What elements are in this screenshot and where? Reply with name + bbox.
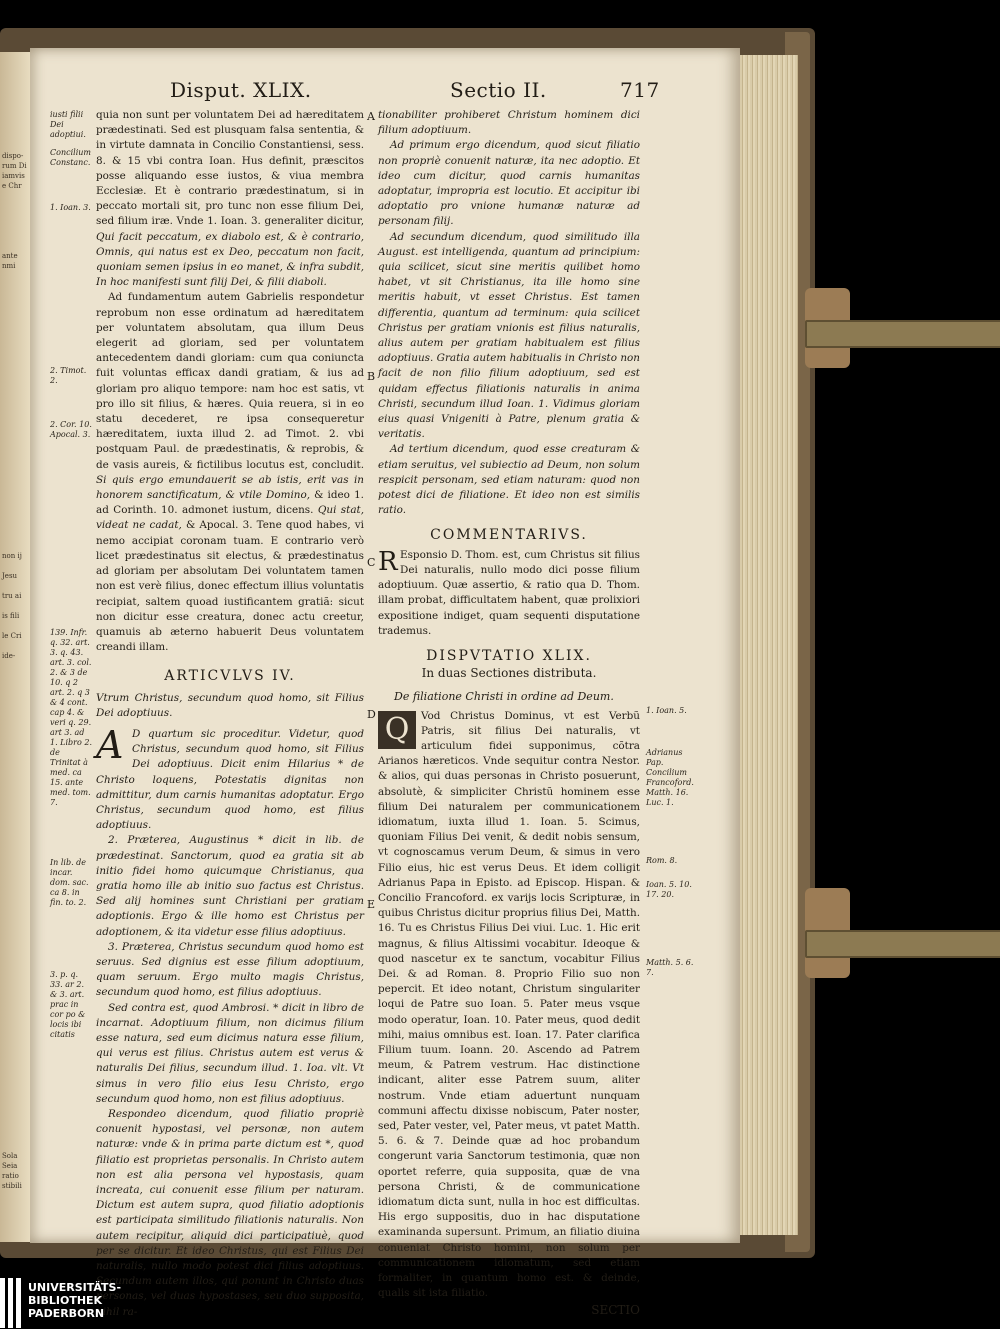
section-letter: C [367,556,376,569]
paragraph: & Apocal. 3. Tene quod habes, vi nemo accipiat coronam tuam. E contrario verò licet prædestinatus sit electus, & prædestinatus ad gloriam per absolutam Dei voluntatem tamen non est verè filius, donec effectum illius voluntatis recipiat, saltem quoad iustificantem gratiã: sicut non dicitur esse creatura, donec actu creetur, quamuis ab æterno habuerit Deus voluntatem creandi illam. [96,519,364,654]
article-question: Vtrum Christus, secundum quod homo, sit Filius Dei adoptiuus. [96,691,364,719]
paragraph: D quartum sic proceditur. Videtur, quod Christus, secundum quod homo, sit Filius Dei adoptiuus. Dicit enim Hilarius * de Christo loquens, Potestatis dignitas non admittitur, dum carnis humanitas adoptatur. Ergo Christus, secundum quod homo, est filius adoptiuus. [96,727,364,832]
paragraph: 2. Præterea, Augustinus * dicit in lib. de prædestinat. Sanctorum, quod ea gratia sit ab initio fidei homo quicumque Christianus, qua gratia homo ille ab initio suo factus est Christus. Sed alij homines sunt Christiani per gratiam adoptionis. Ergo & ille homo est Christus per adoptionem, & ita videtur esse filius adoptiuus. [96,834,364,938]
right-text-column [378,108,640,1319]
clasp-bottom [805,930,1000,958]
left-fragment: stibili [2,1182,22,1190]
margin-note: 3. p. q. 33. ar 2. & 3. art. prac in cor po & locis ibi citatis [50,970,86,1039]
margin-note: Concilium Constanc. [50,148,91,167]
left-fragment: nmi [2,262,16,270]
article-title: ARTICVLVS IV. [164,668,296,685]
disputatio-title: DISPVTATIO XLIX. [426,647,592,664]
section-title: De filiatione Christi in ordine ad Deum. [394,690,614,704]
paragraph: Ad primum ergo dicendum, quod sicut filiatio non propriè conuenit naturæ, ita nec adoptio. Et ideo cum dicitur, quod carnis humanitas adoptatur, impropria est locutio. Et accipitur ibi adoptatio pro vnione humanæ naturæ ad personam filij. [378,139,640,228]
section-letter: D [367,708,376,721]
margin-note: 1. Ioan. 5. [646,706,687,715]
page-number: 717 [620,78,660,102]
left-fragment: ratio [2,1172,19,1180]
running-head-left: Disput. XLIX. [170,78,312,102]
logo-line: UNIVERSITÄTS- [28,1281,122,1294]
paragraph: Ad tertium dicendum, quod esse creaturam & etiam seruitus, vel subiectio ad Deum, non solum respicit personam, sed etiam naturam: quod non potest dici de filiatione. Et ideo non est similis ratio. [378,443,640,517]
running-head-center: Sectio II. [450,78,547,102]
ornate-initial: Q [378,711,416,749]
paragraph: & ideo 1. ad Corinth. 10. admonet iustum, dicens. [96,489,364,517]
left-fragment: non ij [2,552,22,560]
section-letter: B [367,370,376,383]
left-fragment: rum Di [2,162,27,170]
library-logo-icon [0,1278,22,1328]
scripture-quote: Qui facit peccatum, ex diabolo est, & è contrario, Omnis, qui natus est ex Deo, peccatum non facit, quoniam semen ipsius in eo manet, & infra subdit, In hoc manifesti sunt filij Dei, & filii diaboli. [96,230,364,289]
left-fragment: Seia [2,1162,18,1170]
margin-note: 2. Timot. 2. [50,366,87,385]
paragraph: Vod Christus Dominus, vt est Verbũ Patris, sit filius Dei naturalis, vt articulum fidei supponimus, cõtra Arianos hæreticos. Vnde sequitur contra Nestor. & alios, qui duas personas in Christo posuerunt, absolutè, & simpliciter Christũ hominem esse filium Dei naturalem per communicationem idiomatum, iuxta illud 1. Ioan. 5. Scimus, quoniam Filius Dei venit, & dedit nobis sensum, vt cognoscamus verum Deum, & simus in vero Filio eius, hic est verus Deus. Et idem colligit Adrianus Papa in Episto. ad Episcop. Hispan. & Concilio Francoford. ex varijs locis Scripturæ, in quibus Christus dicitur proprius filius Dei, Matth. 16. Tu es Christus Filius Dei viui. Luc. 1. Hic erit magnus, & filius Altissimi vocabitur. Ideoque & quod nascetur ex te sanctum, vocabitur Filius Dei. & ad Roman. 8. Proprio Filio suo non pepercit. Et ideo notant, Christum singulariter loqui de Patre suo Ioan. 5. Pater meus vsque modo operatur, Ioan. 10. Pater meus, quod dedit mihi, maius omnibus est. Ioan. 17. Pater clarifica Filium tuum. Ioann. 20. Ascendo ad Patrem meum, & Patrem vestrum. Hac distinctione indicant, aliter esse Patrem suum, aliter nostrum. Vnde etiam aduertunt nunquam communi affectu dixisse nobiscum, Pater noster, sed, Pater vester, vel, Pater meus, vt patet Matth. 5. 6. & 7. Deinde quæ ad hoc probandum congerunt varia Sanctorum testimonia, quæ non oportet referre, quia supposita, quæ de vna persona Christi, & de communicatione idiomatum dicta sunt, nulla in hoc est difficultas. His ergo suppositis, duo in hac disputatione examinanda supersunt. Primum, an filiatio diuina conueniat Christo homini, non solum per communicationem idiomatum, sed etiam formaliter, in quantum homo est. & deinde, qualis sit ista filiatio. [378,709,640,1300]
margin-note: Rom. 8. [646,856,678,865]
margin-note: In lib. de incar. dom. sac. ca 8. in fin. to. 2. [50,858,89,907]
left-page-edge [0,52,30,1242]
library-logo-text [28,1281,121,1320]
left-fragment: ante [2,252,18,260]
section-letter: A [367,110,375,123]
paragraph: Ad secundum dicendum, quod similitudo illa August. est intelligenda, quantum ad principium: quia scilicet, sicut sine meritis quilibet homo habet, vt sit Christianus, ita ille homo sine meritis habuit, vt esset Christus. Est tamen differentia, quantum ad terminum: quia scilicet Christus per gratiam vnionis est filius naturalis, alius autem per gratiam habitualem est filius adoptiuus. Gratia autem habitualis in Christo non facit de non filio filium adoptiuum, sed est quidam effectus filiationis naturalis in anima Christi, secundum illud Ioan. 1. Vidimus gloriam eius quasi Vnigeniti à Patre, plenum gratia & veritatis. [378,230,640,441]
left-fragment: dispo- [2,152,24,160]
margin-note: Ioan. 5. 10. 17. 20. [646,880,692,899]
paragraph: Esponsio D. Thom. est, cum Christus sit filius Dei naturalis, nullo modo dici posse filium adoptiuum. Quæ assertio, & ratio qua D. Thom. illam probat, difficultatem habent, quæ prolixiori expositione indiget, quam sequenti disputatione trademus. [378,548,640,637]
left-fragment: is fili [2,612,20,620]
left-fragment: Jesu [2,572,18,580]
logo-line: BIBLIOTHEK [28,1294,103,1307]
catchword: SECTIO [591,1303,640,1318]
margin-note: 1. Ioan. 3. [50,203,91,212]
left-fragment: tru ai [2,592,22,600]
left-fragment: Sola [2,1152,18,1160]
scripture-quote: Si quis ergo emundauerit se ab istis, erit vas in honorem sanctificatum, & vtile Domino, [96,473,364,502]
paragraph: Ad fundamentum autem Gabrielis respondetur reprobum non esse ordinatum ad hæreditatem per voluntatem absolutam, qua illum Deus elegerit ad gloriam, sed per voluntatem antecedentem dandi gloriam: cum qua coniuncta fuit voluntas efficax dandi gratiam, & ius ad gloriam pro aliquo tempore: nam hoc est satis, vt pro illo sit filius, & hæres. Quia reuera, si in eo statu decederet, re ipsa consequeretur hæreditatem, iuxta illud 2. ad Timot. 2. vbi postquam Paul. de prædestinatis, & reprobis, & de vasis aureis, & fictilibus locutus est, concludit. [96,291,364,471]
paragraph: quia non sunt per voluntatem Dei ad hæreditatem prædestinati. Sed est plusquam falsa sententia, & in virtute damnata in Concilio Constantiensi, sess. 8. & 15 vbi contra Ioan. Hus definit, præscitos posse aliquando esse iustos, & viua membra Ecclesiæ. Et è contrario prædestinatum, si in peccato mortali sit, pro tunc non esse filium Dei, sed filium iræ. Vnde 1. Ioan. 3. generaliter dicitur, [96,109,364,228]
clasp-top [805,320,1000,348]
paragraph: 3. Præterea, Christus secundum quod homo est seruus. Sed dignius est esse filium adoptiuum, quam seruum. Ergo multo magis Christus, secundum quod homo, est filius adoptiuus. [96,940,364,999]
margin-note: 139. Infr. q. 32. art. 3. q. 43. art. 3. col. 2. & 3 de 10. q 2 art. 2. q 3 & 4 cont. cap 4. & veri q. 29. art 3. ad 1. Libro 2. de Trinitat à med. ca 15. ante med. tom. 7. [50,628,92,807]
paragraph: Respondeo dicendum, quod filiatio propriè conuenit hypostasi, vel personæ, non autem naturæ: vnde & in prima parte dictum est *, quod filiatio est proprietas personalis. In Christo autem non est alia persona vel hypostasis, quam increata, cui conuenit esse filium per naturam. Dictum est autem supra, quod filiatio adoptionis est participata similitudo filiationis naturalis. Non autem recipitur, aliquid dici participatiuè, quod per se dicitur. Et ideo Christus, qui est Filius Dei naturalis, nullo modo potest dici filius adoptiuus. Secundum autem illos, qui ponunt in Christo duas personas, vel duas hypostases, seu duo supposita, nihil ra- [96,1108,364,1318]
scripture-quote: Qui stat, videat ne cadat, [96,504,364,532]
section-letter: E [367,898,376,911]
margin-note: Matth. 5. 6. 7. [646,958,694,977]
left-fragment: e Chr [2,182,22,190]
disputatio-subtitle: In duas Sectiones distributa. [421,666,597,681]
left-fragment: ide- [2,652,16,660]
margin-note: Adrianus Pap. Concilium Francoford. Matth. 16. Luc. 1. [646,748,694,807]
paragraph: Sed contra est, quod Ambrosi. * dicit in libro de incarnat. Adoptiuum filium, non dicimus filium esse natura, sed eum dicimus natura esse filium, qui verus est filius. Christus autem est verus & naturalis Dei filius, secundum illud. 1. Ioa. vlt. Vt simus in vero filio eius Iesu Christo, ergo secundum quod homo, non est filius adoptiuus. [96,1001,364,1105]
left-fragment: le Cri [2,632,22,640]
drop-cap: A [96,722,124,767]
left-text-column [96,108,364,1320]
drop-cap: R [378,546,398,577]
page-edges [740,55,798,1235]
logo-line: PADERBORN [28,1307,105,1320]
margin-note: 2. Cor. 10. Apocal. 3. [50,420,92,439]
commentarius-title: COMMENTARIVS. [430,527,588,544]
paragraph: tionabiliter prohiberet Christum hominem dici filium adoptiuum. [378,109,640,137]
margin-note: iusti filii Dei adoptiui. [50,110,86,139]
left-fragment: iamvis [2,172,25,180]
